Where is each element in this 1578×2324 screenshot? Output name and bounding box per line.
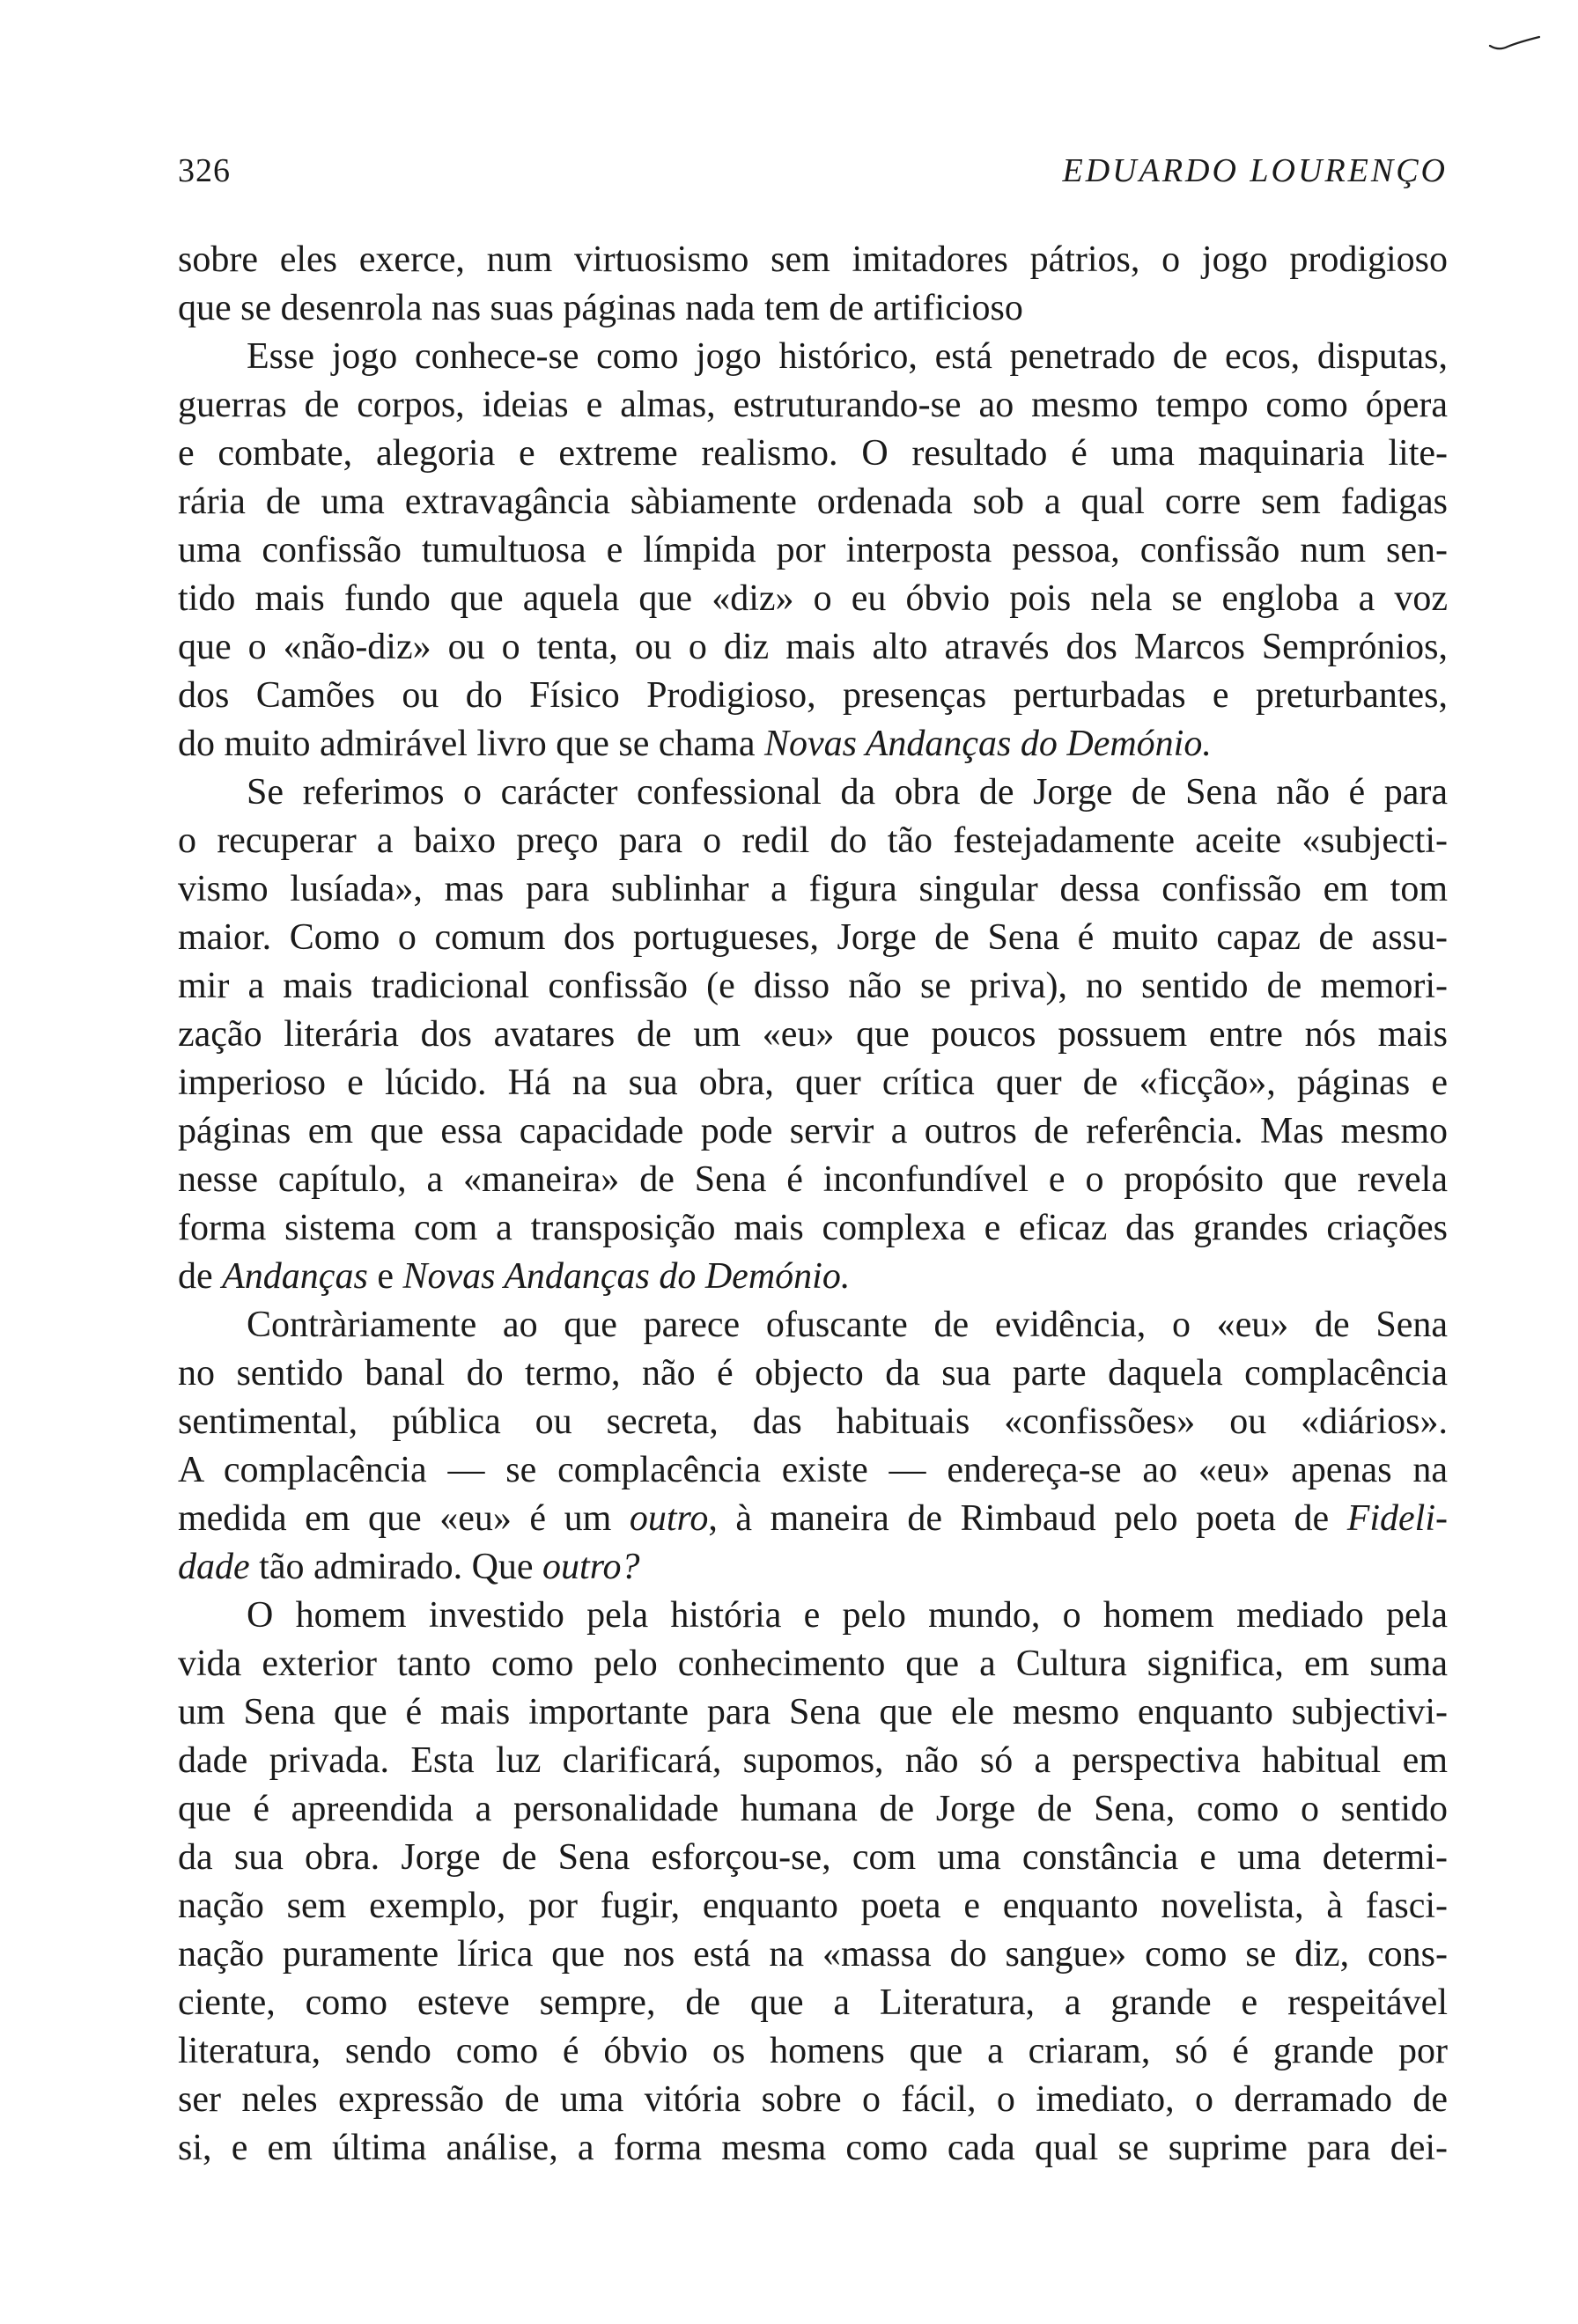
text-line xyxy=(178,2124,1448,2173)
text-segment: que o «não-diz» ou o tenta, ou o diz mais alto através dos Marcos Semprónios, xyxy=(178,627,1448,667)
text-line xyxy=(178,1592,1448,1640)
text-segment: e xyxy=(367,1256,403,1297)
text-line xyxy=(178,1543,1448,1592)
text-line xyxy=(178,284,1448,333)
text-line xyxy=(178,333,1448,381)
text-line xyxy=(178,1785,1448,1834)
text-line xyxy=(178,769,1448,817)
text-segment: um Sena que é mais importante para Sena que ele mesmo enquanto subjectivi- xyxy=(178,1692,1448,1732)
text-segment: forma sistema com a transposição mais complexa e eficaz das grandes criações xyxy=(178,1208,1448,1248)
text-line xyxy=(178,526,1448,575)
text-line xyxy=(178,1640,1448,1688)
text-line xyxy=(178,720,1448,769)
italic-text: Novas Andanças do Demónio. xyxy=(763,724,1212,764)
page-number: 326 xyxy=(178,152,231,189)
text-segment: literatura, sendo como é óbvio os homens que a criaram, só é grande por xyxy=(178,2031,1448,2071)
text-segment: tido mais fundo que aquela que «diz» o eu óbvio pois nela se engloba a voz xyxy=(178,578,1448,619)
text-line xyxy=(178,1059,1448,1107)
text-line xyxy=(178,1979,1448,2027)
text-segment: nação sem exemplo, por fugir, enquanto poeta e enquanto novelista, à fasci- xyxy=(178,1886,1448,1926)
text-segment: páginas em que essa capacidade pode servir a outros de referência. Mas mesmo xyxy=(178,1111,1448,1151)
text-segment: o recuperar a baixo preço para o redil do tão festejadamente aceite «subjecti- xyxy=(178,820,1448,861)
text-segment: ser neles expressão de uma vitória sobre o fácil, o imediato, o derramado de xyxy=(178,2079,1448,2120)
italic-text: Andanças xyxy=(222,1256,368,1297)
text-segment: sobre eles exerce, num virtuosismo sem imitadores pátrios, o jogo prodigioso xyxy=(178,239,1448,280)
text-segment: vismo lusíada», mas para sublinhar a figura singular dessa confissão em tom xyxy=(178,869,1448,909)
text-segment: , à maneira de Rimbaud pelo poeta de xyxy=(708,1498,1347,1539)
text-line xyxy=(178,1495,1448,1543)
text-line xyxy=(178,1446,1448,1495)
italic-text: Novas Andanças do Demónio. xyxy=(402,1256,851,1297)
text-segment: O homem investido pela história e pelo mundo, o homem mediado pela xyxy=(247,1595,1448,1636)
text-line xyxy=(178,1253,1448,1301)
italic-text: outro xyxy=(629,1498,709,1539)
text-segment: e combate, alegoria e extreme realismo. O resultado é uma maquinaria lite- xyxy=(178,433,1448,474)
text-line xyxy=(178,575,1448,623)
italic-text: Fideli- xyxy=(1346,1498,1448,1539)
text-segment: medida em que «eu» é um xyxy=(178,1498,630,1539)
text-line xyxy=(178,865,1448,914)
text-segment: tão admirado. Que xyxy=(249,1547,543,1587)
text-line xyxy=(178,623,1448,672)
text-segment: no sentido banal do termo, não é objecto da sua parte daquela complacência xyxy=(178,1353,1448,1394)
text-line xyxy=(178,2076,1448,2124)
text-segment: rária de uma extravagância sàbiamente ordenada sob a qual corre sem fadigas xyxy=(178,482,1448,522)
text-segment: do muito admirável livro que se chama xyxy=(178,724,764,764)
text-segment: sentimental, pública ou secreta, das habituais «confissões» ou «diários». xyxy=(178,1401,1448,1442)
text-segment: guerras de corpos, ideias e almas, estruturando-se ao mesmo tempo como ópera xyxy=(178,385,1448,425)
text-line xyxy=(178,672,1448,720)
body-text xyxy=(178,236,1448,2173)
text-line xyxy=(178,1011,1448,1059)
text-line xyxy=(178,1156,1448,1204)
text-segment: da sua obra. Jorge de Sena esforçou-se, com uma constância e uma determi- xyxy=(178,1837,1448,1878)
text-segment: nação puramente lírica que nos está na «massa do sangue» como se diz, cons- xyxy=(178,1934,1448,1975)
text-segment: zação literária dos avatares de um «eu» que poucos possuem entre nós mais xyxy=(178,1014,1448,1055)
text-line xyxy=(178,430,1448,478)
text-segment: dade privada. Esta luz clarificará, supomos, não só a perspectiva habitual em xyxy=(178,1740,1448,1781)
text-line xyxy=(178,1688,1448,1737)
text-line xyxy=(178,817,1448,865)
italic-text: outro? xyxy=(542,1547,640,1587)
text-line xyxy=(178,1204,1448,1253)
page-header xyxy=(178,151,1448,197)
running-head: EDUARDO LOURENÇO xyxy=(1062,152,1448,189)
text-segment: mir a mais tradicional confissão (e disso não se priva), no sentido de memori- xyxy=(178,966,1448,1006)
text-segment: nesse capítulo, a «maneira» de Sena é inconfundível e o propósito que revela xyxy=(178,1159,1448,1200)
text-line xyxy=(178,478,1448,526)
text-line xyxy=(178,1398,1448,1446)
text-segment: uma confissão tumultuosa e límpida por interposta pessoa, confissão num sen- xyxy=(178,530,1448,570)
text-segment: vida exterior tanto como pelo conhecimento que a Cultura significa, em suma xyxy=(178,1644,1448,1684)
text-line xyxy=(178,1107,1448,1156)
text-line xyxy=(178,2027,1448,2076)
text-segment: ciente, como esteve sempre, de que a Literatura, a grande e respeitável xyxy=(178,1982,1448,2023)
text-segment: si, e em última análise, a forma mesma como cada qual se suprime para dei- xyxy=(178,2128,1448,2168)
text-segment: de xyxy=(178,1256,223,1297)
text-line xyxy=(178,381,1448,430)
text-line xyxy=(178,236,1448,284)
italic-text: dade xyxy=(178,1547,250,1587)
text-segment: A complacência — se complacência existe — endereça-se ao «eu» apenas na xyxy=(178,1450,1448,1490)
text-line xyxy=(178,1882,1448,1931)
text-line xyxy=(178,962,1448,1011)
text-segment: dos Camões ou do Físico Prodigioso, presenças perturbadas e preturbantes, xyxy=(178,675,1448,716)
text-segment: imperioso e lúcido. Há na sua obra, quer crítica quer de «ficção», páginas e xyxy=(178,1063,1448,1103)
text-segment: Contràriamente ao que parece ofuscante de evidência, o «eu» de Sena xyxy=(247,1305,1448,1345)
text-line xyxy=(178,1931,1448,1979)
pencil-mark xyxy=(1488,33,1541,51)
text-line xyxy=(178,1737,1448,1785)
text-segment: que se desenrola nas suas páginas nada tem de artificioso xyxy=(178,288,1023,328)
text-line xyxy=(178,914,1448,962)
text-segment: que é apreendida a personalidade humana de Jorge de Sena, como o sentido xyxy=(178,1789,1448,1829)
text-line xyxy=(178,1834,1448,1882)
text-segment: maior. Como o comum dos portugueses, Jorge de Sena é muito capaz de assu- xyxy=(178,917,1448,958)
text-segment: Esse jogo conhece-se como jogo histórico, está penetrado de ecos, disputas, xyxy=(247,336,1448,377)
text-line xyxy=(178,1350,1448,1398)
text-segment: Se referimos o carácter confessional da obra de Jorge de Sena não é para xyxy=(247,772,1448,813)
text-line xyxy=(178,1301,1448,1350)
